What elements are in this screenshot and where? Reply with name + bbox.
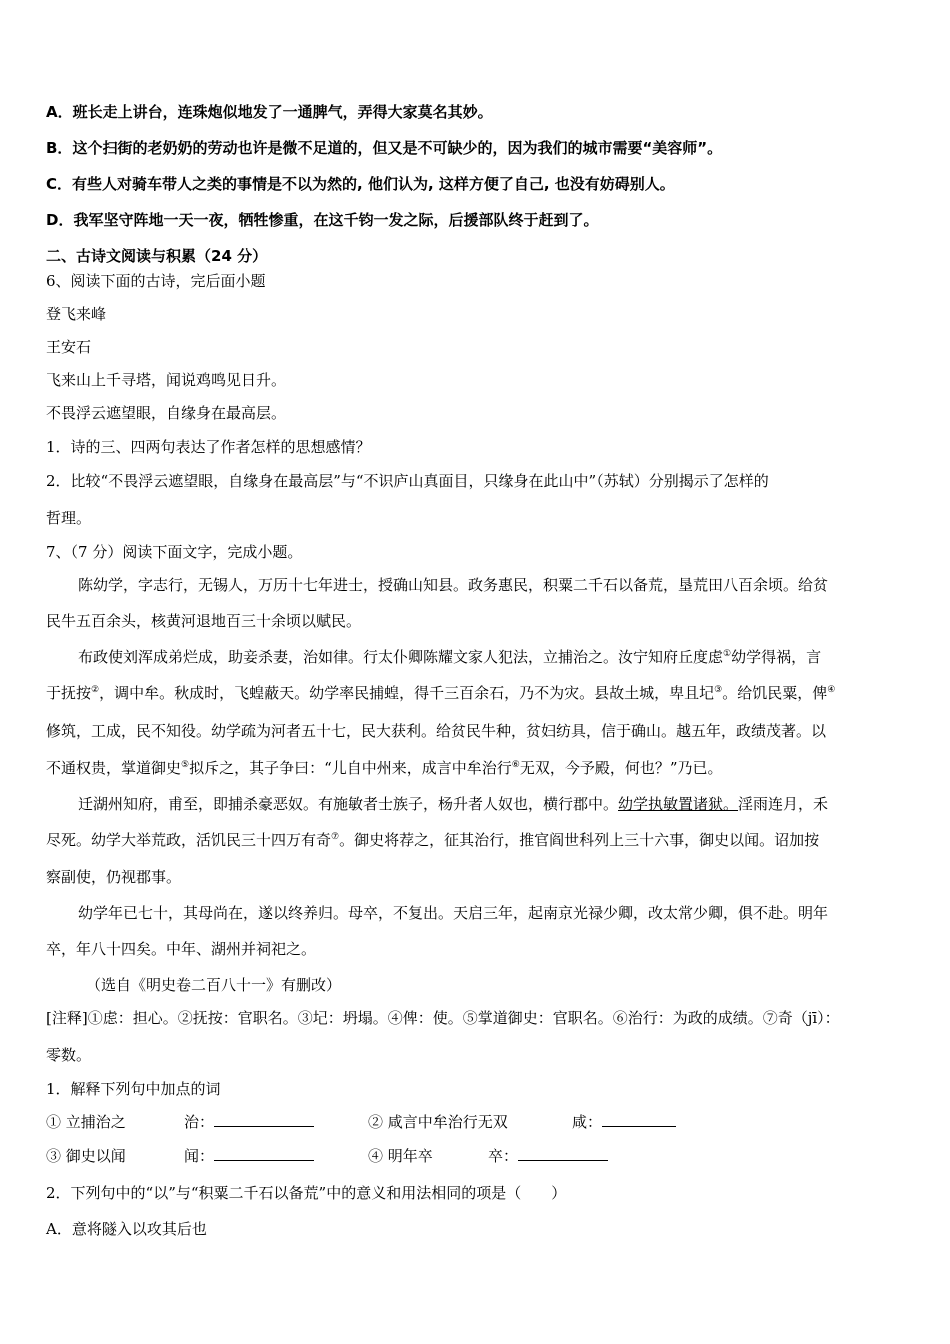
answer-field-4[interactable]	[488, 1145, 608, 1166]
option-a: A．意将隧入以攻其后也	[46, 1220, 207, 1238]
passage-line	[78, 793, 828, 814]
item-2: ② 咸言中牟治行无双	[368, 1113, 508, 1131]
field-key: 咸：	[572, 1113, 603, 1131]
passage-line: 民牛五百余头，核黄河退地百三十余顷以赋民。	[46, 612, 362, 630]
option-label: D．	[46, 211, 74, 229]
text-segment: 尽死。幼学大举荒政，活饥民三十四万有奇	[46, 831, 332, 849]
footnote-marker: ④	[827, 685, 836, 695]
text-segment: 不通权贵，掌道御史	[46, 759, 182, 777]
poem-title: 登飞来峰	[46, 305, 107, 323]
footnote-marker: ①	[723, 649, 732, 659]
item-1: ① 立捕治之	[46, 1113, 126, 1131]
q7-sub2: 2．下列句中的“以”与“积粟二千石以备荒”中的意义和用法相同的项是（ ）	[46, 1184, 567, 1202]
passage-line	[46, 682, 835, 703]
passage-line: 卒，年八十四矣。中年、湖州并祠祀之。	[46, 940, 317, 958]
answer-blank[interactable]	[214, 1112, 314, 1127]
footnote-marker: ②	[91, 685, 100, 695]
option-text: 班长走上讲台，连珠炮似地发了一通脾气，弄得大家莫名其妙。	[72, 103, 493, 121]
text-segment: 布政使刘浑成弟烂成，助妾杀妻，治如律。行太仆卿陈耀文家人犯法，立捕治之。汝宁知府丘度虑	[78, 648, 724, 666]
passage-line	[46, 757, 723, 778]
section-heading: 二、古诗文阅读与积累（24 分）	[46, 247, 268, 265]
text-segment: 。御史将荐之，征其治行，推官阎世科列上三十六事，御史以闻。诏加按	[339, 831, 820, 849]
option-label: C．	[46, 175, 73, 193]
passage-line: 察副使，仍视郡事。	[46, 868, 182, 886]
passage-line: 幼学年已七十，其母尚在，遂以终养归。母卒，不复出。天启三年，起南京光禄少卿，改太常少卿，俱不赴。明年	[78, 904, 829, 922]
text-segment: 。给饥民粟，俾	[722, 684, 828, 702]
answer-field-2[interactable]	[572, 1111, 676, 1132]
answer-blank[interactable]	[518, 1146, 608, 1161]
answer-blank[interactable]	[214, 1146, 314, 1161]
text-segment: 拟斥之，其子争曰：“儿自中州来，成言中牟治行	[189, 759, 512, 777]
option-label: B．	[46, 139, 73, 157]
field-key: 闻：	[184, 1147, 215, 1165]
footnote-marker: ③	[714, 685, 723, 695]
passage-line: 陈幼学，字志行，无锡人，万历十七年进士，授确山知县。政务惠民，积粟二千石以备荒，垦荒田八百余顷。给贫	[78, 576, 829, 594]
field-key: 卒：	[488, 1147, 519, 1165]
q6-sub1: 1．诗的三、四两句表达了作者怎样的思想感情？	[46, 438, 371, 456]
option-d	[46, 209, 598, 230]
poem-line: 不畏浮云遮望眼，自缘身在最高层。	[46, 404, 287, 422]
option-a	[46, 101, 493, 122]
text-segment: 幼学得祸，言	[731, 648, 822, 666]
notes: [注释]①虑：担心。②抚按：官职名。③圮：坍塌。④俾：使。⑤掌道御史：官职名。⑥治行：为政的成绩。⑦奇（jī）：	[46, 1009, 840, 1027]
text-segment: 淫雨连月，禾	[738, 795, 829, 813]
text-segment: 于抚按	[46, 684, 92, 702]
answer-field-3[interactable]	[184, 1145, 314, 1166]
footnote-marker: ⑤	[181, 760, 190, 770]
item-4: ④ 明年卒	[368, 1147, 433, 1165]
notes-cont: 零数。	[46, 1046, 92, 1064]
footnote-marker: ⑦	[331, 832, 340, 842]
q7-sub1: 1．解释下列句中加点的词	[46, 1080, 221, 1098]
passage-line: 修筑，工成，民不知役。幼学疏为河者五十七，民大获利。给贫民牛种，贫妇纺具，信于确山。越五年，政绩茂著。以	[46, 722, 827, 740]
q6-sub2-cont: 哲理。	[46, 509, 92, 527]
option-b	[46, 137, 722, 158]
text-segment: 迁湖州知府，甫至，即捕杀豪恶奴。有施敏者士族子，杨升者人奴也，横行郡中。	[78, 795, 619, 813]
q7-prompt: 7、（7 分）阅读下面文字，完成小题。	[46, 543, 303, 561]
field-key: 治：	[184, 1113, 215, 1131]
option-c	[46, 173, 675, 194]
option-label: A．	[46, 103, 73, 121]
text-segment: 无双，今予殿，何也？”乃已。	[519, 759, 723, 777]
poem-author: 王安石	[46, 338, 92, 356]
answer-blank[interactable]	[602, 1112, 676, 1127]
source-citation: （选自《明史卷二百八十一》有删改）	[86, 976, 342, 994]
q6-prompt: 6、阅读下面的古诗，完后面小题	[46, 272, 266, 290]
answer-field-1[interactable]	[184, 1111, 314, 1132]
text-segment: ，调中牟。秋成时，飞蝗蔽天。幼学率民捕蝗，得千三百余石，乃不为灾。县故土城，卑且圮	[99, 684, 715, 702]
option-text: 这个扫街的老奶奶的劳动也许是微不足道的，但又是不可缺少的，因为我们的城市需要“美容师”。	[72, 139, 723, 157]
footnote-marker: ⑥	[511, 760, 520, 770]
passage-line	[78, 646, 821, 667]
item-3: ③ 御史以闻	[46, 1147, 126, 1165]
poem-line: 飞来山上千寻塔，闻说鸡鸣见日升。	[46, 371, 287, 389]
underlined-sentence: 幼学执敏置诸狱。	[618, 795, 739, 813]
option-text: 我军坚守阵地一天一夜，牺牲惨重，在这千钧一发之际，后援部队终于赶到了。	[73, 211, 599, 229]
q6-sub2: 2．比较“不畏浮云遮望眼，自缘身在最高层”与“不识庐山真面目，只缘身在此山中”（苏轼）分别揭示了怎样的	[46, 472, 769, 490]
option-text: 有些人对骑车带人之类的事情是不以为然的, 他们认为, 这样方便了自己, 也没有妨碍别人。	[72, 175, 675, 193]
passage-line	[46, 829, 819, 850]
